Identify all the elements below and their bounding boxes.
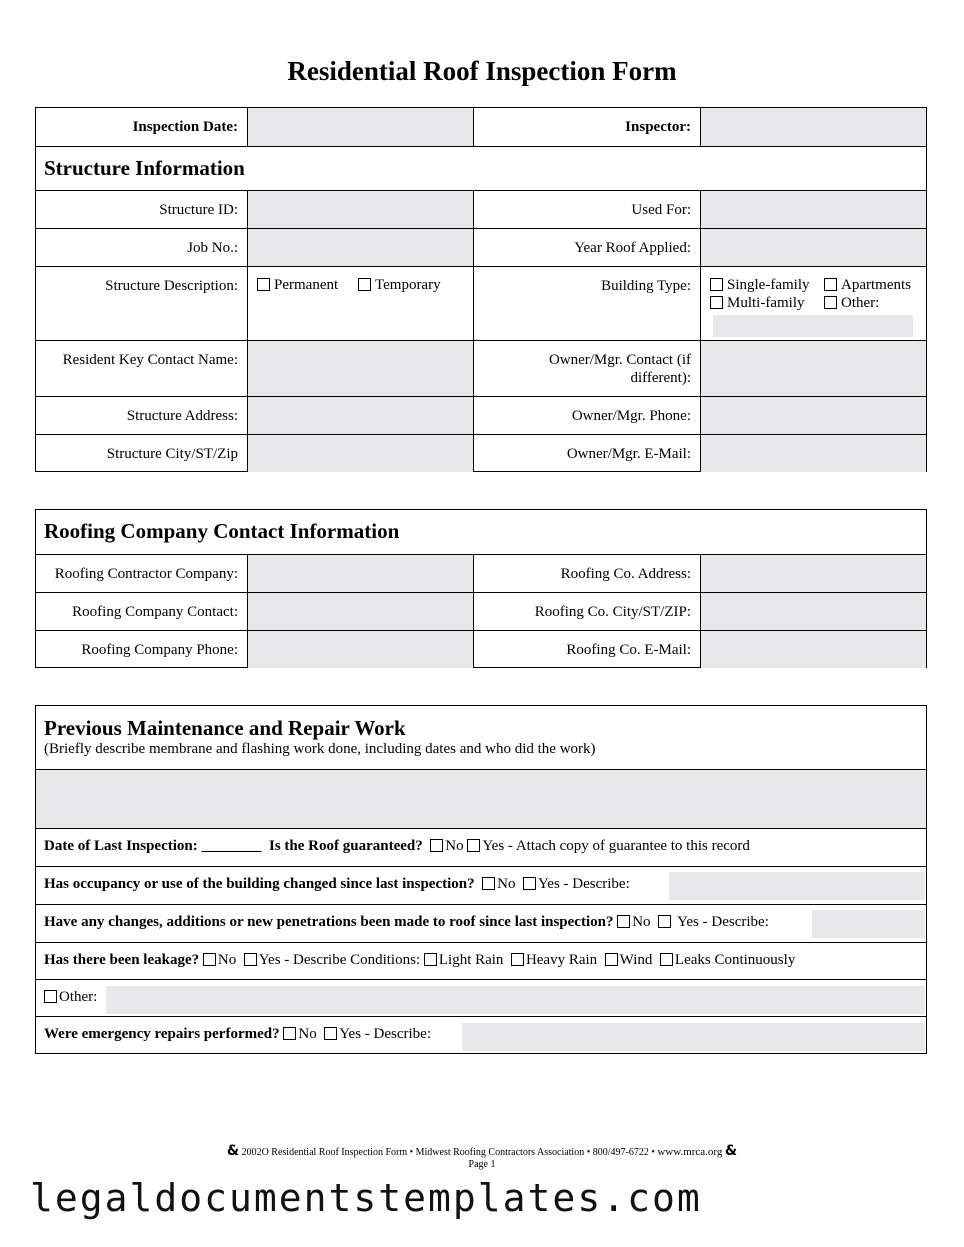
owner-email-label: Owner/Mgr. E-Mail: <box>566 446 691 462</box>
contact-row <box>36 340 926 397</box>
inspection-date-field[interactable] <box>248 108 474 147</box>
permanent-checkbox[interactable] <box>257 278 270 291</box>
city-label: Structure City/ST/Zip <box>106 446 238 462</box>
structure-id-label: Structure ID: <box>159 202 238 218</box>
occupancy-question: Has occupancy or use of the building changed since last inspection? <box>44 876 475 892</box>
owner-phone-field[interactable] <box>701 397 926 435</box>
heavy-rain-checkbox[interactable] <box>511 953 524 966</box>
emergency-question: Were emergency repairs performed? <box>44 1026 280 1042</box>
roofing-company-field[interactable] <box>248 555 474 593</box>
footer-text: 2002O Residential Roof Inspection Form • Midwest Roofing Contractors Association • 800/497-6722 • <box>241 1147 655 1158</box>
emergency-row: Were emergency repairs performed? No Yes - Describe: <box>36 1016 926 1054</box>
structure-heading: Structure Information <box>44 156 245 180</box>
owner-contact-field[interactable] <box>701 341 926 397</box>
roofing-company-box <box>35 509 927 668</box>
emergency-no-checkbox[interactable] <box>283 1027 296 1040</box>
owner-contact-label: Owner/Mgr. Contact (if different): <box>548 352 691 386</box>
other-label: Other: <box>59 989 98 1005</box>
single-family-checkbox[interactable] <box>710 278 723 291</box>
other-building-field[interactable] <box>713 315 913 337</box>
guaranteed-no-checkbox[interactable] <box>430 839 443 852</box>
structure-heading-row <box>36 146 926 191</box>
changes-question: Have any changes, additions or new penetrations been made to roof since last inspection? <box>44 914 614 930</box>
leaks-continuously-checkbox[interactable] <box>660 953 673 966</box>
leakage-question: Has there been leakage? <box>44 952 200 968</box>
roofing-city-field[interactable] <box>701 593 926 631</box>
page-number: Page 1 <box>468 1159 496 1170</box>
multi-family-option[interactable]: Multi-family <box>710 295 805 312</box>
inspection-date-label: Inspection Date: <box>132 119 238 135</box>
roofing-contact-field[interactable] <box>248 593 474 631</box>
maintenance-box <box>35 705 927 1054</box>
roofing-email-field[interactable] <box>701 631 926 668</box>
job-no-label: Job No.: <box>187 240 238 256</box>
footer-url[interactable]: www.mrca.org <box>657 1146 723 1158</box>
apartments-option[interactable]: Apartments <box>824 277 911 294</box>
maintenance-heading: Previous Maintenance and Repair Work <box>44 716 406 740</box>
year-roof-field[interactable] <box>701 229 926 267</box>
multi-family-checkbox[interactable] <box>710 296 723 309</box>
leakage-yes-checkbox[interactable] <box>244 953 257 966</box>
roofing-phone-row <box>36 630 926 668</box>
permanent-option[interactable]: Permanent <box>257 277 338 294</box>
other-row <box>36 979 926 1017</box>
structure-info-box <box>35 107 927 472</box>
used-for-label: Used For: <box>631 202 691 218</box>
emergency-yes-checkbox[interactable] <box>324 1027 337 1040</box>
guaranteed-question: Is the Roof guaranteed? <box>269 838 423 854</box>
roofing-city-label: Roofing Co. City/ST/ZIP: <box>534 604 691 620</box>
roofing-heading: Roofing Company Contact Information <box>44 519 400 543</box>
temporary-checkbox[interactable] <box>358 278 371 291</box>
wind-checkbox[interactable] <box>605 953 618 966</box>
structure-id-row <box>36 190 926 229</box>
other-describe-field[interactable] <box>106 986 925 1014</box>
roofing-contact-label: Roofing Company Contact: <box>72 604 238 620</box>
job-no-row <box>36 228 926 267</box>
last-inspection-label: Date of Last Inspection: <box>44 838 198 854</box>
inspector-label: Inspector: <box>625 119 691 135</box>
city-field[interactable] <box>248 435 474 472</box>
inspector-field[interactable] <box>701 108 926 147</box>
resident-contact-label: Resident Key Contact Name: <box>62 352 238 368</box>
footer-line <box>0 1143 964 1159</box>
single-family-option[interactable]: Single-family <box>710 277 810 294</box>
roofing-company-label: Roofing Contractor Company: <box>54 566 238 582</box>
light-rain-checkbox[interactable] <box>424 953 437 966</box>
city-row <box>36 434 926 472</box>
resident-contact-field[interactable] <box>248 341 474 397</box>
description-label: Structure Description: <box>105 278 238 294</box>
roofing-address-label: Roofing Co. Address: <box>560 566 691 582</box>
mrca-logo-right: & <box>724 1143 738 1159</box>
address-field[interactable] <box>248 397 474 435</box>
occupancy-describe-field[interactable] <box>669 872 925 900</box>
owner-email-field[interactable] <box>701 435 926 472</box>
last-inspection-blank[interactable]: ________ <box>201 838 262 854</box>
owner-phone-label: Owner/Mgr. Phone: <box>571 408 691 424</box>
roofing-heading-row <box>36 510 926 555</box>
maintenance-heading-row <box>36 706 926 770</box>
job-no-field[interactable] <box>248 229 474 267</box>
maintenance-description-field[interactable] <box>36 769 926 829</box>
structure-id-field[interactable] <box>248 191 474 229</box>
header-row <box>36 108 926 147</box>
roofing-contact-row <box>36 592 926 631</box>
emergency-describe-field[interactable] <box>462 1023 925 1051</box>
roofing-phone-label: Roofing Company Phone: <box>81 642 238 658</box>
building-type-label: Building Type: <box>601 278 691 294</box>
leakage-no-checkbox[interactable] <box>203 953 216 966</box>
page-title: Residential Roof Inspection Form <box>287 56 677 86</box>
occupancy-row: Has occupancy or use of the building changed since last inspection? No Yes - Describe: <box>36 866 926 905</box>
roofing-company-row <box>36 554 926 593</box>
roofing-email-label: Roofing Co. E-Mail: <box>566 642 691 658</box>
changes-no-checkbox[interactable] <box>617 915 630 928</box>
apartments-checkbox[interactable] <box>824 278 837 291</box>
address-row <box>36 396 926 435</box>
roofing-address-field[interactable] <box>701 555 926 593</box>
guaranteed-yes-checkbox[interactable] <box>467 839 480 852</box>
last-inspection-row: Date of Last Inspection: ________ Is the Roof guaranteed? No Yes - Attach copy of guarantee to this record <box>36 828 926 867</box>
changes-describe-field[interactable] <box>812 910 925 938</box>
changes-yes-checkbox[interactable] <box>658 915 671 928</box>
other-checkbox[interactable] <box>44 990 57 1003</box>
watermark: legaldocumentstemplates.com <box>30 1176 702 1220</box>
maintenance-subheading: (Briefly describe membrane and flashing work done, including dates and who did the work) <box>44 741 596 757</box>
occupancy-no-checkbox[interactable] <box>482 877 495 890</box>
other-building-checkbox[interactable] <box>824 296 837 309</box>
occupancy-yes-checkbox[interactable] <box>523 877 536 890</box>
year-roof-label: Year Roof Applied: <box>574 240 691 256</box>
used-for-field[interactable] <box>701 191 926 229</box>
leakage-row: Has there been leakage? No Yes - Describe Conditions: Light Rain Heavy Rain Wind Leaks Continuously <box>36 942 926 980</box>
mrca-logo: & <box>226 1143 240 1159</box>
address-label: Structure Address: <box>126 408 238 424</box>
temporary-option[interactable]: Temporary <box>358 277 441 294</box>
other-building-option[interactable]: Other: <box>824 295 879 312</box>
changes-row: Have any changes, additions or new penetrations been made to roof since last inspection? No Yes - Describe: <box>36 904 926 943</box>
description-row <box>36 266 926 341</box>
roofing-phone-field[interactable] <box>248 631 474 668</box>
